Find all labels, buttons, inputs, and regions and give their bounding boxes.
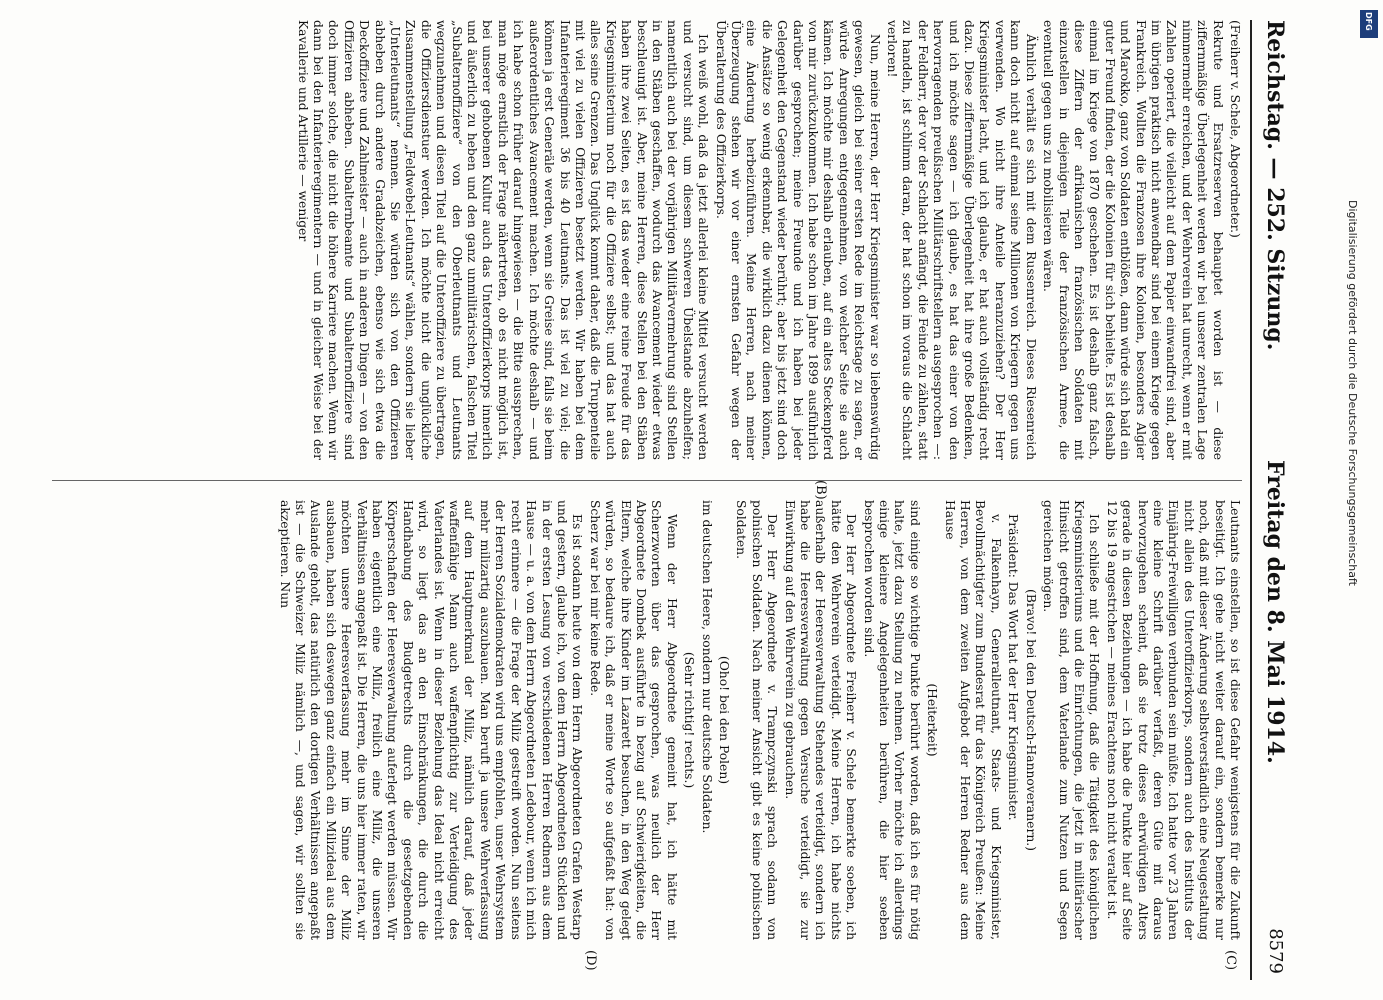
left-column-paragraph: Nun, meine Herren, der Herr Kriegsminister war so liebenswürdig gewesen, gleich bei seiner ersten Rede im Reichstage zu sagen, er würde Anregungen entgegennehmen, von welcher Seite sie auch kämen. Ich möchte mir deshalb erlauben, auf ein altes Steckenpferd von mir zurückzukommen. Ich habe schon im Jahre 1899 ausführlich darüber gesprochen; meine Freunde und ich haben bei jeder Gelegenheit den Gegenstand wieder berührt; aber bis jetzt sind doch die Ansätze so wenig erkennbar, die wirklich dazu dienen können, eine Änderung herbeizuführen. Meine Herren, nach meiner Überzeugung stehen wir vor einer ernsten Gefahr wegen der Überalterung des Offizierkorps.	[713, 20, 882, 460]
right-column-paragraph: Es ist sodann heute von dem Herrn Abgeordneten Grafen Westarp und gestern, glaube ich, von dem Herrn Abgeordneten Stücklen und in der ersten Lesung von verschiedenen Herren Rednern aus dem Hause — u. a. von dem Herrn Abgeordneten Ledebour, wenn ich mich recht erinnere — die Frage der Miliz gestreift worden. Nun seitens der Herren Sozialdemokraten wird uns empfohlen, unser Wehrsystem mehr milizartig auszubauen. Man beruft ja unsere Wehrverfassung auf dem Hauptmerkmal der Miliz, nämlich darauf, daß jeder waffenfähige Mann auch waffenpflichtig zur Verteidigung des Vaterlandes ist. Wenn in dieser Beziehung das Ideal nicht erreicht wird, so liegt das an den Einschränkungen, die durch die Handhabung des Budgetrechts durch die gesetzgebenden Körperschaften der Heeresverwaltung auferlegt werden müssen. Wir haben eigentlich eine Miliz, freilich eine Miliz, die unseren Verhältnissen angepaßt ist. Die Herren, die uns hier immer raten, wir möchten unsere Heeresverfassung mehr im Sinne der Miliz ausbauen, haben sich deswegen ganz einfach ein Milizideal aus dem Auslande geholt, das natürlich den dortigen Verhältnissen angepaßt ist — die Schweizer Miliz nämlich —, und sagen, wir sollten sie akzeptieren. Nun	[277, 500, 585, 940]
right-column-paragraph: Der Herr Abgeordnete v. Trampczynski sprach sodann von polnischen Soldaten. Nach meiner Ansicht gibt es keine polnischen Soldaten.	[734, 500, 780, 940]
right-column-paragraph: Präsident: Das Wort hat der Herr Kriegsminister.	[1006, 514, 1021, 821]
column-separator	[52, 480, 1242, 481]
left-column-paragraph: Ich weiß wohl, daß da jetzt allerlei kleine Mittel versucht werden und versucht sind, um diesem schweren Übelstande abzuhelfen; namentlich auch bei der vorjährigen Militärvermehrung sind Stellen in den Stäben geschaffen, wodurch das Avancement wieder etwas beschleunigt ist. Aber, meine Herren, diese Stellen bei den Stäben haben ihre zwei Seiten, es ist das weder eine reine Freude für das Kriegsministerium noch für die Offiziere selbst; und das hat auch alles seine Grenzen. Das Unglück kommt daher, daß die Truppenteile mit viel zu vielen Offizieren besetzt werden. Wir haben bei dem Infanterieregiment 36 bis 40 Leutnants. Das ist viel zu viel; die können ja erst Generäle werden, wenn sie Greise sind, falls sie beim außerordentliches Avancement machen. Ich möchte deshalb — und ich habe schon früher darauf hingewiesen — die Bitte aussprechen, man möge ernstlich der Frage nähertreten, ob es nicht möglich ist, bei unserer gehobenen Kultur auch das Unteroffizierkorps innerlich und äußerlich zu heben und den ganz unmilitärischen, falschen Titel „Subalternoffiziere“ von den Oberleutnants und Leutnants wegzunehmen und diesen Titel auf die Unteroffiziere zu übertragen, die Offiziersdienstuer werden. Ich möchte nicht die unglückliche Zusammenstellung „Feldwebel-Leutnants“ wählen, sondern sie lieber „Unterleutnants“ nennen. Sie würden sich von den Offizieren abheben durch andere Gradabzeichen, ebenso wie sich etwa die Deckoffiziere und Zahlmeister — auch in anderen Dingen — von den Offizieren abheben. Subalternbeamte und Subalternoffiziere sind doch immer solche, die nicht die höhere Karriere machen. Wenn wir dann bei den Infanterieregimentern — und in gleicher Weise bei der Kavallerie und Artillerie — weniger	[295, 20, 711, 460]
right-column-paragraph: Leutnants einstellen, so ist diese Gefahr wenigstens für die Zukunft beseitigt. Ich gehe nicht weiter darauf ein, sondern bemerke nur noch, daß mit dieser Änderung selbstverständlich eine Neugestaltung nicht allein des Unteroffizierkorps, sondern auch des Instituts der Einjährig-Freiwilligen verbunden sein müßte. Ich hatte vor 23 Jahren eine kleine Schrift darüber verfaßt, deren Güte mit daraus hervorzugehen scheint, daß sie trotz dieses ehrwürdigen Alters gerade in diesen Beziehungen — ich habe die Punkte hier auf Seite 12 bis 19 angestrichen — meines Erachtens noch nicht veraltet ist.	[1104, 500, 1242, 940]
page-number: 8579	[1265, 928, 1286, 974]
right-column	[52, 500, 1242, 940]
right-column-paragraph: Wenn der Herr Abgeordnete gemeint hat, ich hätte mit Scherzworten über das gesprochen, was neulich der Herr Abgeordnete Dombek ausführte in bezug auf Schwierigkeiten, die Eltern, welche ihre Kinder im Lazarett besuchen, in den Weg gelegt würden, so bedaure ich, daß er meine Worte so aufgefaßt hat: von Scherz war bei mir keine Rede.	[587, 500, 679, 940]
margin-mark-c: (C)	[1223, 950, 1238, 971]
digitization-note	[1345, 200, 1365, 800]
right-column-paragraph: v. Falkenhayn, Generalleutnant, Staats- und Kriegsminister, Bevollmächtigter zum Bundesrat für das Königreich Preußen: Meine Herren, von dem zweiten Aufgebot der Herren Redner aus dem Hause	[942, 500, 1003, 940]
dfg-logo	[1360, 10, 1378, 38]
left-column	[52, 20, 1242, 460]
right-column-paragraph: (Sehr richtig! rechts.)	[682, 651, 697, 789]
right-column-paragraph: im deutschen Heere, sondern nur deutsche Soldaten.	[699, 500, 714, 834]
left-column-paragraph: Rekrute und Ersatzreserven behauptet worden ist — diese ziffernmäßige Überlegenheit werden wir bei unserer zentralen Lage nimmermehr erreichen, und der Wehrverein hat unrecht, wenn er mit Zahlen operiert, die vielleicht auf dem Papier einwandfrei sind, aber im übrigen praktisch nicht anwendbar sind bei einem Kriege gegen Frankreich. Wollten die Franzosen ihre Kolonien, besonders Algier und Marokko, ganz von Soldaten entblößen, dann würde sich bald ein guter Freund finden, der die Kolonien für sich behielte. Es ist deshalb einmal im Kriege von 1870 geschehen. Es ist deshalb ganz falsch, diese Ziffern der afrikanischen französischen Soldaten mit einzustellen in diejenigen Teile der französischen Armee, die eventuell gegen uns zu mobilisieren wären.	[1041, 20, 1225, 460]
header-date: Freitag den 8. Mai 1914.	[1262, 460, 1288, 764]
right-column-paragraph: Ich schließe mit der Hoffnung, daß die Tätigkeit des königlichen Kriegsministeriums und die Einrichtungen, die jetzt in militärischer Hinsicht getroffen sind, dem Vaterlande zum Nutzen und Segen gereichen mögen.	[1041, 500, 1102, 940]
margin-mark-b: (B)	[813, 480, 828, 500]
margin-mark-d: (D)	[583, 950, 598, 971]
header-session: Reichstag. — 252. Sitzung.	[1262, 20, 1288, 351]
right-column-paragraph: (Oho! bei den Polen)	[717, 655, 731, 785]
digitization-note-text: Digitalisierung gefördert durch die Deutsche Forschungsgemeinschaft	[1346, 200, 1359, 586]
right-column-paragraph: Der Herr Abgeordnete Freiherr v. Schele bemerkte soeben, ich hätte den Wehrverein verteidigt. Meine Herren, ich habe nichts außerhalb der Heeresverwaltung Stehendes verteidigt, sondern ich habe die Heeresverwaltung gegen Versuche verteidigt, sie zur Einwirkung auf den Wehrverein zu gebrauchen.	[782, 500, 859, 940]
right-column-paragraph: (Heiterkeit)	[925, 683, 940, 757]
rotated-page-content	[28, 20, 1298, 980]
left-column-paragraph: Ähnlich verhält es sich mit dem Russenreich. Dieses Riesenreich kann doch nicht auf einmal seine Millionen von Kriegern gegen uns verwenden. Wo nicht ihre Anteile heranzuziehen? Der Herr Kriegsminister lacht, und ich glaube, er hat auch vollständig recht dazu. Diese ziffernmäßige Überlegenheit hat ihre große Bedenken, und ich möchte sagen — ich glaube, es hat das einer von den hervorragenden preußischen Militärschriftstellern ausgesprochen —: der Feldherr, der vor der Schlacht anfängt, die Feinde zu zählen, statt zu handeln, ist schlimm daran, der hat schon im voraus die Schlacht verloren!	[885, 20, 1038, 460]
page-header	[1252, 20, 1298, 980]
left-column-paragraph: (Freiherr v. Schele, Abgeordneter.)	[1228, 20, 1242, 238]
right-column-paragraph: (Bravo! bei den Deutsch-Hannoveranern.)	[1023, 589, 1038, 851]
header-rule	[1250, 20, 1252, 980]
dfg-logo-text: DFG	[1364, 12, 1373, 31]
right-column-paragraph: sind einige so wichtige Punkte berührt worden, daß ich es für nötig halte, jetzt dazu Stellung zu nehmen. Vorher möchte ich allerdings einige kleinere Angelegenheiten berühren, die hier soeben besprochen worden sind.	[861, 500, 922, 940]
